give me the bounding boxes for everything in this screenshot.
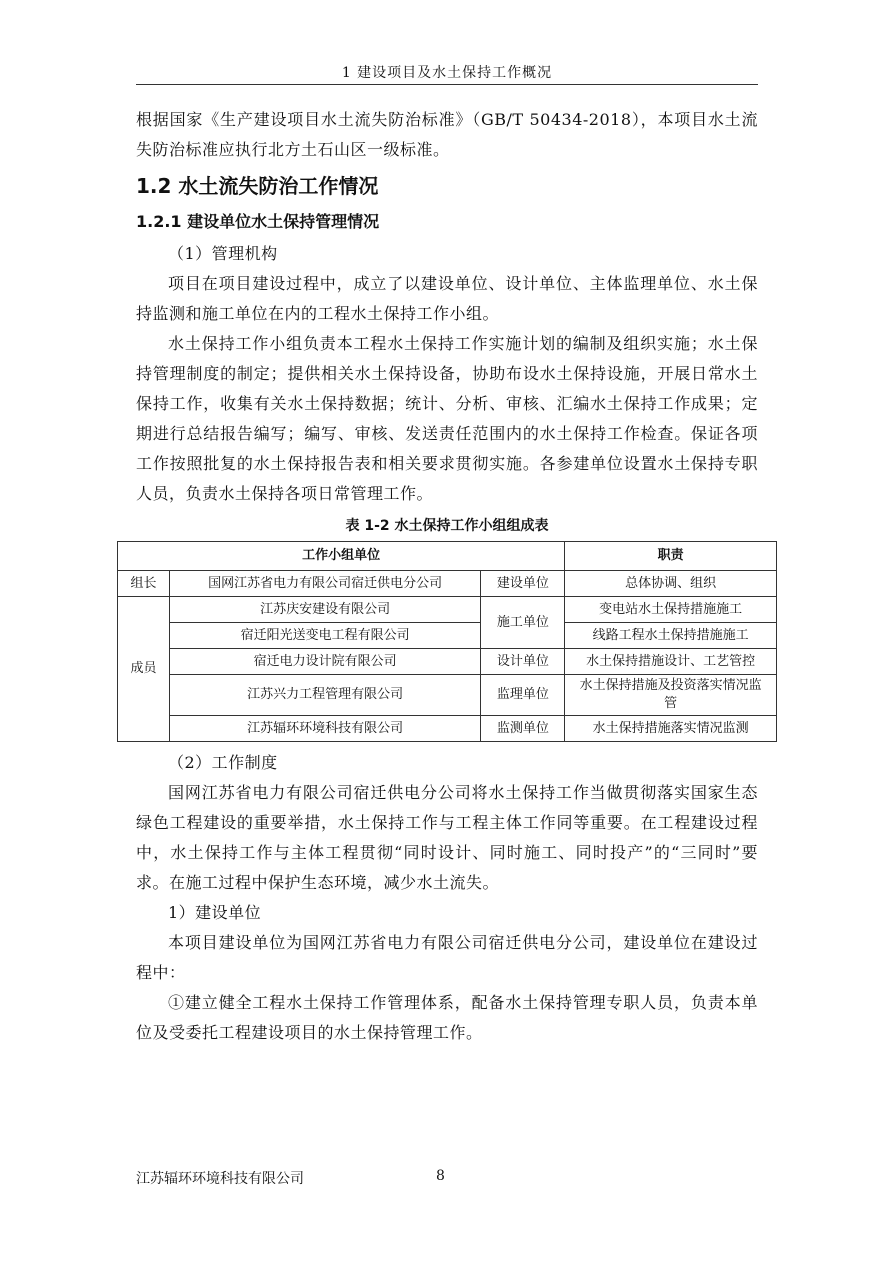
duty-cell: 水土保持措施设计、工艺管控 <box>565 649 777 675</box>
company-cell: 江苏庆安建设有限公司 <box>169 597 480 623</box>
item-heading: 1）建设单位 <box>168 903 262 922</box>
role-cell: 组长 <box>118 571 170 597</box>
section-heading: 1.2 水土流失防治工作情况 <box>136 174 379 198</box>
footer-company: 江苏辐环环境科技有限公司 <box>136 1171 304 1187</box>
page-body <box>130 105 762 1048</box>
role-cell: 成员 <box>118 597 170 742</box>
header-duty: 职责 <box>565 542 777 571</box>
table-row <box>118 623 777 649</box>
type-cell: 监测单位 <box>481 716 565 742</box>
company-cell: 宿迁电力设计院有限公司 <box>169 649 480 675</box>
page-header: 1 建设项目及水土保持工作概况 <box>341 65 553 81</box>
type-cell: 监理单位 <box>481 675 565 716</box>
table-row <box>118 649 777 675</box>
duty-cell: 水土保持措施及投资落实情况监管 <box>565 675 777 716</box>
paragraph: 项目在项目建设过程中，成立了以建设单位、设计单位、主体监理单位、水土保持监测和施工单位在内的工程水土保持工作小组。 <box>136 274 758 323</box>
item-heading: （2）工作制度 <box>168 753 278 772</box>
duty-cell: 线路工程水土保持措施施工 <box>565 623 777 649</box>
duty-cell: 总体协调、组织 <box>565 571 777 597</box>
work-group-table <box>117 541 777 742</box>
page-number: 8 <box>436 1168 445 1184</box>
paragraph: 水土保持工作小组负责本工程水土保持工作实施计划的编制及组织实施；水土保持管理制度的制定；提供相关水土保持设备，协助布设水土保持设施，开展日常水土保持工作，收集有关水土保持数据；统计、分析、审核、汇编水土保持工作成果；定期进行总结报告编写；编写、审核、发送责任范围内的水土保持工作检查。保证各项工作按照批复的水土保持报告表和相关要求贯彻实施。各参建单位设置水土保持专职人员，负责水土保持各项日常管理工作。 <box>136 334 758 503</box>
paragraph: 本项目建设单位为国网江苏省电力有限公司宿迁供电分公司，建设单位在建设过程中： <box>136 933 758 982</box>
duty-cell: 变电站水土保持措施施工 <box>565 597 777 623</box>
paragraph: 根据国家《生产建设项目水土流失防治标准》（GB/T 50434-2018），本项目水土流失防治标准应执行北方土石山区一级标准。 <box>136 110 758 159</box>
header-rule <box>136 84 758 85</box>
header-unit: 工作小组单位 <box>118 542 565 571</box>
table-row <box>118 716 777 742</box>
company-cell: 国网江苏省电力有限公司宿迁供电分公司 <box>169 571 480 597</box>
table-header-row <box>118 542 777 571</box>
company-cell: 江苏辐环环境科技有限公司 <box>169 716 480 742</box>
company-cell: 宿迁阳光送变电工程有限公司 <box>169 623 480 649</box>
paragraph: ①建立健全工程水土保持工作管理体系，配备水土保持管理专职人员，负责本单位及受委托工程建设项目的水土保持管理工作。 <box>136 993 758 1042</box>
table-row <box>118 675 777 716</box>
duty-cell: 水土保持措施落实情况监测 <box>565 716 777 742</box>
table-row <box>118 597 777 623</box>
subsection-heading: 1.2.1 建设单位水土保持管理情况 <box>136 212 380 231</box>
type-cell: 施工单位 <box>481 597 565 649</box>
company-cell: 江苏兴力工程管理有限公司 <box>169 675 480 716</box>
type-cell: 设计单位 <box>481 649 565 675</box>
paragraph: 国网江苏省电力有限公司宿迁供电分公司将水土保持工作当做贯彻落实国家生态绿色工程建设的重要举措，水土保持工作与工程主体工作同等重要。在工程建设过程中，水土保持工作与主体工程贯彻“同时设计、同时施工、同时投产”的“三同时”要求。在施工过程中保护生态环境，减少水土流失。 <box>136 783 758 892</box>
table-caption: 表 1-2 水土保持工作小组组成表 <box>345 518 549 534</box>
item-heading: （1）管理机构 <box>168 244 278 263</box>
table-row <box>118 571 777 597</box>
type-cell: 建设单位 <box>481 571 565 597</box>
